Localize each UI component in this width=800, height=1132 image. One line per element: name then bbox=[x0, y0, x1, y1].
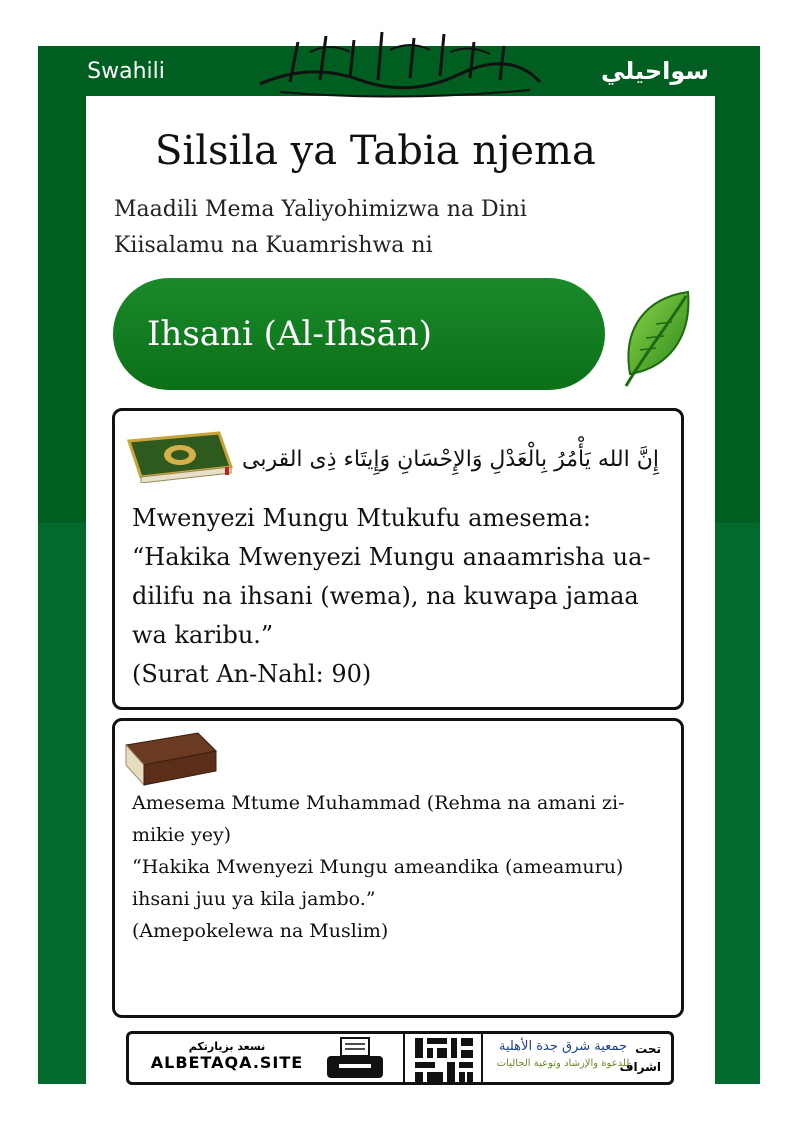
hadith-card bbox=[112, 718, 684, 1018]
text-line: ihsani juu ya kila jambo.” bbox=[132, 888, 376, 910]
site-block[interactable] bbox=[137, 1040, 317, 1072]
footer-divider bbox=[481, 1034, 483, 1082]
leaf-icon bbox=[616, 288, 694, 392]
supervision-line-1: تحت bbox=[635, 1042, 661, 1056]
topic-label: Ihsani (Al-Ihsān) bbox=[147, 314, 433, 354]
text-line: (Surat An-Nahl: 90) bbox=[132, 660, 372, 688]
quran-card bbox=[112, 408, 684, 710]
subtitle: Maadili Mema Yaliyohimizwa na Dini Kiisalamu na Kuamrishwa ni bbox=[114, 197, 527, 258]
quran-verse-arabic: إِنَّ الله يَأْمُرُ بِالْعَدْلِ وَالإِحْسَانِ وَإِيتَاء ذِى القربى bbox=[241, 447, 659, 472]
text-line: Mwenyezi Mungu Mtukufu amesema: bbox=[132, 504, 592, 532]
text-line: dilifu na ihsani (wema), na kuwapa jamaa bbox=[132, 582, 639, 610]
printer-icon[interactable] bbox=[325, 1036, 385, 1082]
text-line: “Hakika Mwenyezi Mungu ameandika (ameamuru) bbox=[132, 856, 624, 878]
organization-subtitle: للدعوة والإرشاد وتوعية الجاليات bbox=[496, 1058, 630, 1069]
quran-book-icon bbox=[125, 429, 235, 483]
footer-bar bbox=[126, 1031, 674, 1085]
hadith-book-icon bbox=[120, 731, 220, 787]
text-line: wa karibu.” bbox=[132, 621, 274, 649]
hadith-card-text bbox=[132, 787, 672, 947]
supervision-line-2: اشراف bbox=[619, 1060, 661, 1074]
footer-divider bbox=[403, 1034, 405, 1082]
topic-banner bbox=[113, 278, 605, 390]
page-title: Silsila ya Tabia njema bbox=[155, 128, 596, 174]
visit-text: نسعد بزيارتكم bbox=[188, 1040, 266, 1053]
language-label-right: سواحيلي bbox=[550, 46, 760, 96]
quran-card-text bbox=[132, 499, 672, 694]
language-label-left: Swahili bbox=[38, 46, 214, 96]
text-line: (Amepokelewa na Muslim) bbox=[132, 920, 389, 942]
text-line: Amesema Mtume Muhammad (Rehma na amani zi- bbox=[132, 792, 625, 814]
site-link[interactable]: ALBETAQA.SITE bbox=[150, 1053, 304, 1072]
organization-logo bbox=[493, 1038, 633, 1072]
text-line: “Hakika Mwenyezi Mungu anaamrisha ua- bbox=[132, 543, 651, 571]
supervision-label bbox=[620, 1040, 661, 1076]
organization-name: جمعية شرق جدة الأهلية bbox=[498, 1039, 627, 1054]
dawah-card-logo bbox=[411, 1034, 477, 1084]
basmala-calligraphy bbox=[250, 22, 550, 102]
text-line: mikie yey) bbox=[132, 824, 232, 846]
